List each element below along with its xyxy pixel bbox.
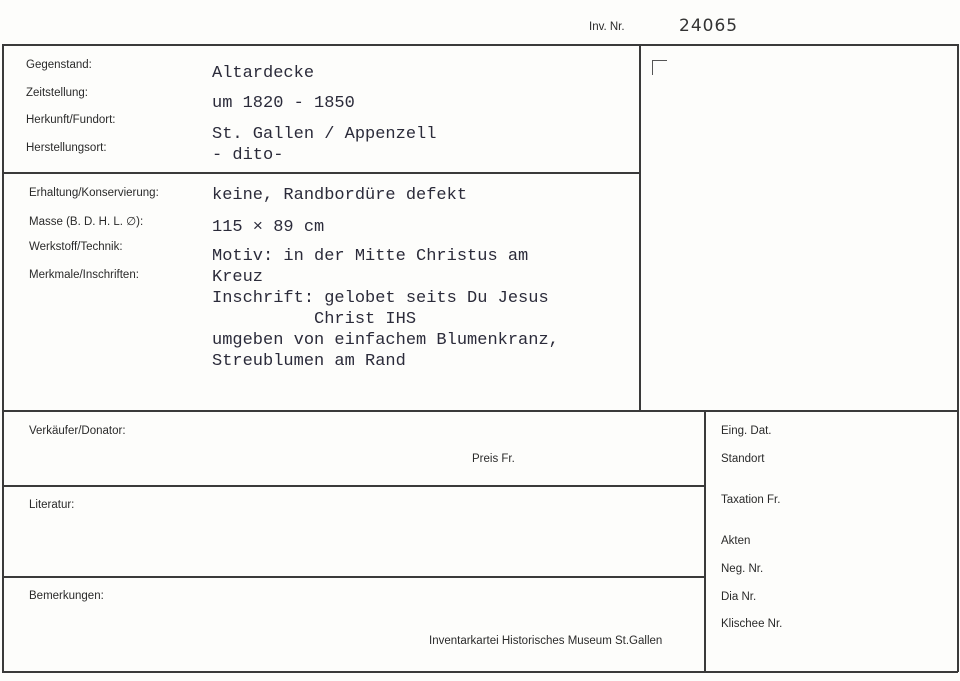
object-divider (2, 172, 639, 174)
inv-number: 24065 (679, 16, 739, 36)
akten-label: Akten (721, 535, 751, 547)
bottom-rule (2, 671, 958, 673)
card-footer: Inventarkartei Historisches Museum St.Gallen (429, 635, 663, 647)
middle-rule (2, 410, 958, 412)
right-border (957, 44, 959, 672)
umgeben-line-1: umgeben von einfachem Blumenkranz, (212, 331, 559, 350)
gegenstand-label: Gegenstand: (26, 59, 92, 71)
werkstoff-label: Werkstoff/Technik: (29, 241, 123, 253)
vertical-divider-lower (704, 410, 706, 672)
inv-number-label: Inv. Nr. (589, 21, 625, 33)
herkunft-label: Herkunft/Fundort: (26, 114, 116, 126)
gegenstand-value: Altardecke (212, 64, 315, 83)
preis-label: Preis Fr. (472, 453, 515, 465)
merkmale-label: Merkmale/Inschriften: (29, 269, 139, 281)
masse-value: 115 × 89 cm (212, 218, 325, 237)
herstellungsort-label: Herstellungsort: (26, 142, 107, 154)
photo-corner-mark (652, 60, 667, 75)
dia-nr-label: Dia Nr. (721, 591, 757, 603)
left-border (2, 44, 4, 672)
motiv-line-1: Motiv: in der Mitte Christus am (212, 247, 529, 266)
bemerkungen-rule (2, 576, 704, 578)
masse-label: Masse (B. D. H. L. ∅): (29, 216, 144, 228)
standort-label: Standort (721, 453, 765, 465)
inschrift-line-1: Inschrift: gelobet seits Du Jesus (212, 289, 549, 308)
herkunft-value: St. Gallen / Appenzell (212, 125, 437, 144)
erhaltung-label: Erhaltung/Konservierung: (29, 187, 159, 199)
top-rule (2, 44, 958, 46)
bemerkungen-label: Bemerkungen: (29, 590, 104, 602)
erhaltung-value: keine, Randbordüre defekt (212, 186, 468, 205)
literatur-label: Literatur: (29, 499, 75, 511)
zeitstellung-label: Zeitstellung: (26, 87, 89, 99)
taxation-label: Taxation Fr. (721, 494, 781, 506)
motiv-line-2: Kreuz (212, 268, 264, 287)
eing-dat-label: Eing. Dat. (721, 425, 772, 437)
umgeben-line-2: Streublumen am Rand (212, 352, 406, 371)
zeitstellung-value: um 1820 - 1850 (212, 94, 355, 113)
klischee-nr-label: Klischee Nr. (721, 618, 783, 630)
herstellungsort-value: - dito- (212, 146, 284, 165)
literatur-rule (2, 485, 704, 487)
verkaeufer-label: Verkäufer/Donator: (29, 425, 126, 437)
neg-nr-label: Neg. Nr. (721, 563, 764, 575)
inschrift-line-2: Christ IHS (212, 310, 417, 329)
vertical-divider-upper (639, 44, 641, 411)
